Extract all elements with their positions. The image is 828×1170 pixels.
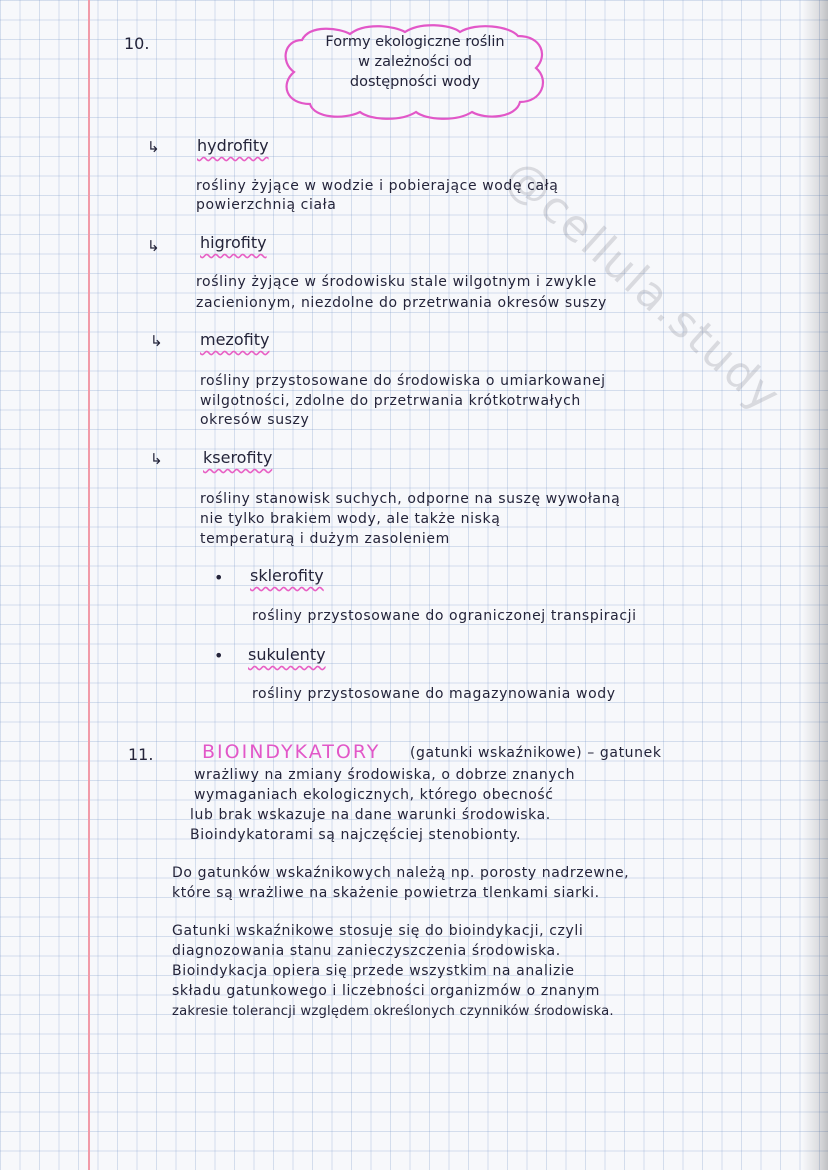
- term-sklerofity: sklerofity: [250, 566, 324, 585]
- title-line-2: w zależności od: [358, 54, 472, 70]
- paragraph-line: wymaganiach ekologicznych, którego obecność: [194, 787, 554, 803]
- definition-line: rośliny żyjące w wodzie i pobierające wodę całą: [196, 178, 559, 194]
- section-number-10: 10.: [124, 34, 150, 53]
- bullet-icon: •: [214, 646, 224, 665]
- term-mezofity: mezofity: [200, 330, 270, 349]
- paragraph-line: Bioindykatorami są najczęściej stenobionty.: [190, 827, 522, 843]
- arrow-icon: ↳: [147, 138, 160, 156]
- definition-line: okresów suszy: [200, 412, 310, 428]
- page-edge-shadow: [802, 0, 828, 1170]
- definition-line: rośliny żyjące w środowisku stale wilgotnym i zwykle: [196, 274, 597, 290]
- paragraph-line: wrażliwy na zmiany środowiska, o dobrze znanych: [194, 767, 576, 783]
- definition-line: nie tylko brakiem wody, ale także niską: [200, 511, 501, 527]
- definition-line: rośliny przystosowane do ograniczonej transpiracji: [252, 608, 637, 624]
- paragraph-line: które są wrażliwe na skażenie powietrza tlenkami siarki.: [172, 885, 600, 901]
- title-line-3: dostępności wody: [349, 74, 481, 90]
- definition-line: rośliny stanowisk suchych, odporne na suszę wywołaną: [200, 491, 621, 507]
- bioindicators-heading: BIOINDYKATORY: [202, 741, 381, 763]
- paragraph-line: Do gatunków wskaźnikowych należą np. porosty nadrzewne,: [172, 865, 630, 881]
- term-higrofity: higrofity: [200, 233, 267, 252]
- term-sukulenty: sukulenty: [248, 645, 326, 664]
- term-hydrofity: hydrofity: [197, 136, 269, 155]
- paragraph-line: diagnozowania stanu zanieczyszczenia środowiska.: [172, 943, 561, 959]
- section-title: [290, 32, 540, 92]
- paragraph-line: zakresie tolerancji względem określonych czynników środowiska.: [172, 1004, 614, 1019]
- paragraph-line: (gatunki wskaźnikowe) – gatunek: [410, 745, 662, 761]
- section-number-11: 11.: [128, 745, 154, 764]
- paragraph-line: lub brak wskazuje na dane warunki środowiska.: [190, 807, 551, 823]
- definition-line: rośliny przystosowane do środowiska o umiarkowanej: [200, 373, 606, 389]
- term-kserofity: kserofity: [203, 448, 273, 467]
- definition-line: wilgotności, zdolne do przetrwania krótkotrwałych: [200, 393, 581, 409]
- arrow-icon: ↳: [147, 237, 160, 255]
- definition-line: zacienionym, niezdolne do przetrwania okresów suszy: [196, 295, 607, 311]
- arrow-icon: ↳: [150, 332, 163, 350]
- arrow-icon: ↳: [150, 450, 163, 468]
- margin-line: [88, 0, 90, 1170]
- title-line-1: Formy ekologiczne roślin: [325, 34, 505, 50]
- paragraph-line: składu gatunkowego i liczebności organizmów o znanym: [172, 983, 601, 999]
- watermark: @cellula.study: [495, 150, 791, 423]
- bullet-icon: •: [214, 568, 224, 587]
- definition-line: temperaturą i dużym zasoleniem: [200, 531, 450, 547]
- paragraph-line: Bioindykacja opiera się przede wszystkim na analizie: [172, 963, 575, 979]
- paragraph-line: Gatunki wskaźnikowe stosuje się do bioindykacji, czyli: [172, 923, 584, 939]
- definition-line: powierzchnią ciała: [196, 197, 337, 213]
- definition-line: rośliny przystosowane do magazynowania wody: [252, 686, 616, 702]
